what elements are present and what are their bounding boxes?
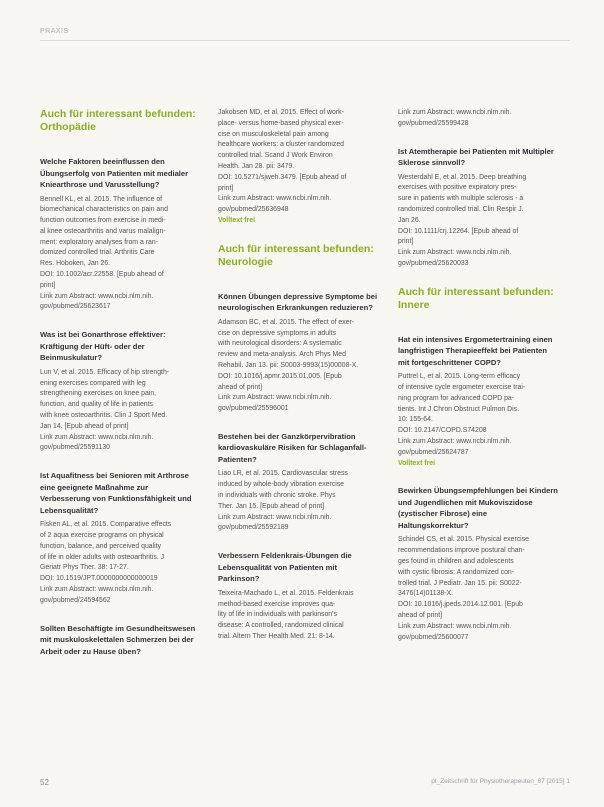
article-question: Können Übungen depressive Symptome bei neurologischen Erkrankungen reduzieren? xyxy=(218,291,378,313)
reference-line: ning program for advanced COPD pa- xyxy=(398,394,515,402)
column-1 xyxy=(40,108,200,673)
reference-line: review and meta-analysis. Arch Phys Med xyxy=(218,351,346,359)
reference-line: of intensive cycle ergometer exercise trai- xyxy=(398,384,526,392)
article-reference xyxy=(218,469,378,534)
reference-continued xyxy=(218,108,378,227)
reference-line: Link zum Abstract: www.ncbi.nlm.nih. xyxy=(218,195,332,203)
reference-line: in individuals with chronic stroke. Phys xyxy=(218,492,336,500)
reference-line[interactable]: gov/pubmed/25596001 xyxy=(218,405,289,413)
reference-line: Jakobsen MD, et al. 2015. Effect of work- xyxy=(218,109,344,116)
reference-line: healthcare workers: a cluster randomized xyxy=(218,141,345,149)
reference-line: 10: 155-64. xyxy=(398,416,433,424)
reference-line: Adamson BC, et al. 2015. The effect of exer- xyxy=(218,318,355,326)
reference-line[interactable]: Link zum Abstract: www.ncbi.nlm.nih. xyxy=(398,249,512,257)
reference-line: lity of life in individuals with parkinson's xyxy=(218,611,337,619)
reference-line[interactable]: Link zum Abstract: www.ncbi.nlm.nih. xyxy=(398,438,512,446)
reference-line: print] xyxy=(398,238,414,246)
reference-line: induced by whole-body vibration exercise xyxy=(218,481,345,489)
reference-line: biomechanical characteristics on pain and xyxy=(40,206,168,214)
reference-line: DOI: 10.1111/crj.12264. [Epub ahead of xyxy=(398,227,519,235)
reference-line[interactable]: gov/pubmed/25591130 xyxy=(40,444,110,452)
reference-line: Health. Jan 28. pii: 3479. xyxy=(218,162,295,170)
reference-line[interactable]: Link zum Abstract: www.ncbi.nlm.nih. xyxy=(218,513,332,521)
reference-line[interactable]: Link zum Abstract: www.ncbi.nlm.nih. xyxy=(218,394,332,402)
section-label: PRAXIS xyxy=(40,28,69,35)
article-reference xyxy=(40,195,200,314)
article-question: Bewirken Übungsempfehlungen bei Kindern und Jugendlichen mit Mukoviszidose (zystischer Fibrose) eine Haltungskorrektur? xyxy=(398,486,558,530)
reference-line[interactable]: gov/pubmed/25600077 xyxy=(398,633,469,641)
reference-line[interactable]: gov/pubmed/25624787 xyxy=(398,448,469,456)
reference-line: Jan 26. xyxy=(398,216,421,224)
reference-line: DOI: 10.1016/j.jpeds.2014.12.001. [Epub xyxy=(398,601,523,609)
reference-line: Bennell KL, et al. 2015. The influence of xyxy=(40,195,163,203)
article-question: Ist Aquafitness bei Senioren mit Arthrose eine geeignete Maßnahme zur Verbesserung von Funktionsfähigkeit und Lebensqualität? xyxy=(40,471,192,515)
section-title-orthopaedie: Auch für interessant befunden: Orthopädie xyxy=(40,108,196,133)
reference-line: DOI: 10.1016/j.apmr.2015.01.005. [Epub xyxy=(218,372,342,380)
reference-line: function outcomes from exercise in medi- xyxy=(40,217,166,225)
reference-continued xyxy=(398,108,558,130)
article-reference xyxy=(398,173,558,270)
reference-line: ment: exploratory analyses from a ran- xyxy=(40,238,158,246)
reference-line: Rehabil. Jan 13. pii: S0003-9993(15)00008-X. xyxy=(218,361,359,369)
reference-line[interactable]: gov/pubmed/25599428 xyxy=(398,119,469,127)
reference-line: of 2 aqua exercise programs on physical xyxy=(40,531,164,539)
reference-line: Ther. Jan 15. [Epub ahead of print] xyxy=(218,502,325,510)
article-reference xyxy=(398,372,558,469)
page-number: 52 xyxy=(40,778,49,787)
reference-line: sure in patients with multiple sclerosis - a xyxy=(398,195,524,203)
reference-line: ahead of print] xyxy=(218,383,263,391)
reference-line[interactable]: gov/pubmed/25592189 xyxy=(218,524,289,532)
reference-line: cise on musculoskeletal pain among xyxy=(218,130,329,138)
reference-line: Puttrel L, et al. 2015. Long-term efficacy xyxy=(398,373,521,381)
article-question: Was ist bei Gonarthrose effektiver: Kräftigung der Hüft- oder der Beinmuskulatur? xyxy=(40,330,166,363)
reference-line: gov/pubmed/25636948 xyxy=(218,206,289,214)
reference-line: of life in older adults with osteoarthritis. J xyxy=(40,553,165,561)
reference-line: trolled trial. J Pediatr. Jan 15. pii: S0022- xyxy=(398,579,522,587)
reference-line[interactable]: Link zum Abstract: www.ncbi.nlm.nih. xyxy=(40,433,154,441)
reference-line: DOI: 10.1519/JPT.0000000000000019 xyxy=(40,575,158,583)
reference-line[interactable]: Link zum Abstract: www.ncbi.nlm.nih. xyxy=(398,622,512,630)
reference-line[interactable]: gov/pubmed/25623617 xyxy=(40,303,111,311)
reference-line: Res. Hoboken, Jan 26. xyxy=(40,260,111,268)
article-reference xyxy=(398,535,558,643)
reference-line: Jan 14. [Epub ahead of print] xyxy=(40,422,129,430)
reference-line: ening exercises compared with leg xyxy=(40,379,146,387)
volltext-link[interactable]: Volltext frei xyxy=(398,459,436,467)
reference-line: tients. Int J Chron Obstruct Pulmon Dis. xyxy=(398,405,520,413)
reference-line: place- versus home-based physical exer- xyxy=(218,119,344,127)
reference-line: ges found in children and adolescents xyxy=(398,558,514,566)
header-rule xyxy=(40,40,570,41)
reference-line: ahead of print] xyxy=(398,612,443,620)
reference-line: Lun V, et al. 2015. Efficacy of hip strength- xyxy=(40,368,170,376)
reference-line: Westerdahl E, et al. 2015. Deep breathing xyxy=(398,173,527,181)
reference-line: Fisken AL, et al. 2015. Comparative effects xyxy=(40,521,172,529)
reference-line: function, and quality of life in patients xyxy=(40,401,154,409)
reference-line[interactable]: gov/pubmed/25620033 xyxy=(398,259,469,267)
reference-line[interactable]: Link zum Abstract: www.ncbi.nlm.nih. xyxy=(40,292,154,300)
reference-line[interactable]: Link zum Abstract: www.ncbi.nlm.nih. xyxy=(40,585,154,593)
reference-line: exercises with positive expiratory pres- xyxy=(398,184,517,192)
volltext-link[interactable]: Volltext frei xyxy=(218,216,256,224)
reference-line: function, balance, and perceived quality xyxy=(40,542,162,550)
section-title-neurologie: Auch für interessant befunden: Neurologie xyxy=(218,242,374,268)
reference-line: print] xyxy=(40,281,56,289)
column-3 xyxy=(398,108,558,659)
column-2 xyxy=(218,108,378,659)
reference-line: cise on depressive symptoms in adults xyxy=(218,329,336,337)
article-reference xyxy=(40,368,200,454)
article-question: Ist Atemtherapie bei Patienten mit Multipler Sklerose sinnvoll? xyxy=(398,146,554,168)
reference-line: with cystic fibrosis: A randomized con- xyxy=(398,568,515,576)
reference-line: print] xyxy=(218,184,234,192)
reference-line: domized controlled trial. Arthritis Care xyxy=(40,249,155,257)
reference-line: Schindel CS, et al. 2015. Physical exercise xyxy=(398,536,529,544)
reference-line: DOI: 10.2147/COPD.S74208 xyxy=(398,427,487,435)
section-title-innere: Auch für interessant befunden: Innere xyxy=(398,285,554,311)
reference-line: 3476(14)01138-X. xyxy=(398,590,454,598)
reference-line: DOI: 10.5271/sjweh.3479. [Epub ahead of xyxy=(218,173,347,181)
reference-line: al knee osteoarthritis and varus malalign- xyxy=(40,227,166,235)
article-question: Hat ein intensives Ergometertraining einen langfristigen Therapieeffekt bei Patienten mit fortgeschrittener COPD? xyxy=(398,334,553,367)
reference-line: with knee osteoarthritis. Clin J Sport Med. xyxy=(40,411,168,419)
reference-line: Teixeira-Machado L, et al. 2015. Feldenkrais method-based exercise improves qua- xyxy=(218,589,354,608)
reference-line: strengthening exercises on knee pain, xyxy=(40,390,157,398)
reference-line[interactable]: gov/pubmed/24594562 xyxy=(40,596,111,604)
article-question: Welche Faktoren beeinflussen den Übungserfolg von Patienten mit medialer Kniearthrose und Varusstellung? xyxy=(40,157,189,189)
reference-line: with neurological disorders: A systematic xyxy=(218,340,342,348)
reference-line: trial. Altern Ther Health Med. 21: 8-14. xyxy=(218,632,335,640)
reference-line: disease: A controlled, randomized clinical xyxy=(218,622,344,630)
article-reference xyxy=(40,520,200,606)
reference-line: Geriatr Phys Ther. 38: 17-27. xyxy=(40,564,129,572)
reference-line: recommendations improve postural chan- xyxy=(398,547,525,555)
article-reference xyxy=(218,318,378,415)
article-question: Bestehen bei der Ganzkörpervibration kardiovaskuläre Risiken für Schlaganfall-Patienten? xyxy=(218,431,367,464)
journal-footer: pt_Zeitschrift für Physiotherapeuten_67 [2015] 1 xyxy=(431,778,570,785)
reference-line: DOI: 10.1002/acr.22558. [Epub ahead of xyxy=(40,271,164,279)
article-reference xyxy=(218,589,378,643)
reference-line: controlled trial. Scand J Work Environ xyxy=(218,152,333,160)
article-question: Verbessern Feldenkrais-Übungen die Lebensqualität von Patienten mit Parkinson? xyxy=(218,551,352,584)
article-question: Sollten Beschäftigte im Gesundheitswesen mit muskuloskelettalen Schmerzen bei der Arbeit oder zu Hause üben? xyxy=(40,623,196,656)
reference-line: Liao LR, et al. 2015. Cardiovascular stress xyxy=(218,470,348,478)
reference-line[interactable]: Link zum Abstract: www.ncbi.nlm.nih. xyxy=(398,109,512,116)
reference-line: randomized controlled trial. Clin Respir J. xyxy=(398,205,524,213)
